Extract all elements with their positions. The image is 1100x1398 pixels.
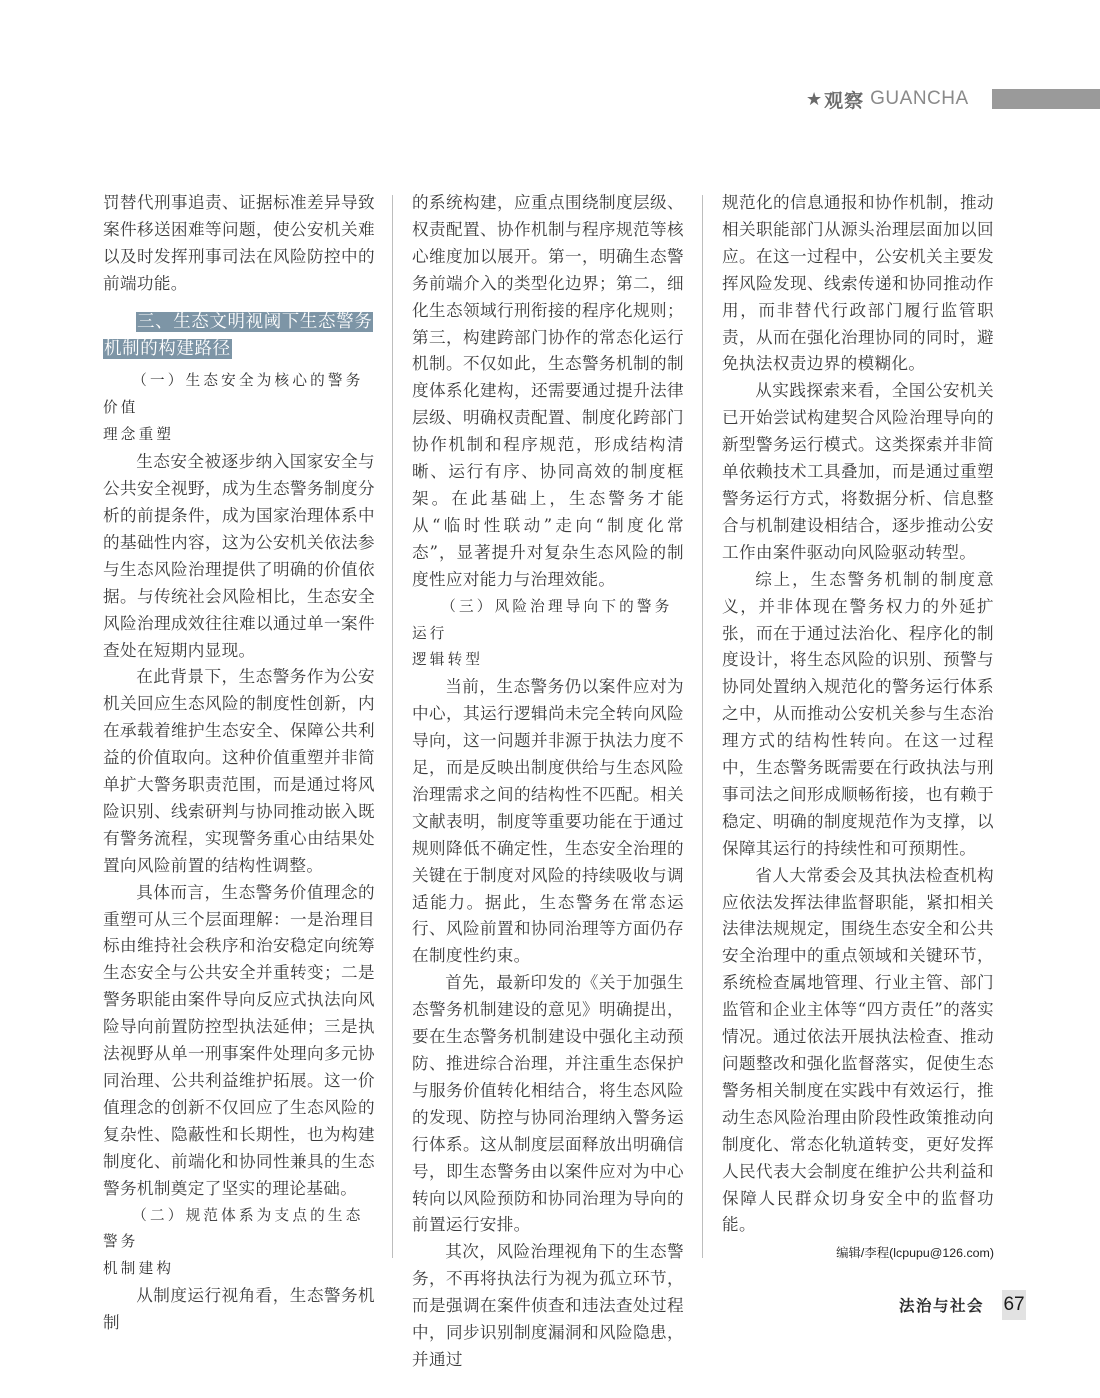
subsection-heading-line: 逻辑转型 (412, 651, 484, 669)
subsection-heading (103, 1203, 375, 1284)
paragraph: 规范化的信息通报和协作机制，推动相关职能部门从源头治理层面加以回应。在这一过程中，公安机关主要发挥风险发现、线索传递和协同推动作用，而非替代行政部门履行监管职责，从而在强化治理协同的同时，避免执法权责边界的模糊化。 (722, 193, 994, 374)
magazine-name: 法治与社会 (899, 1297, 985, 1315)
subsection-heading-line: 理念重塑 (103, 426, 175, 444)
column-divider (702, 195, 703, 1258)
header-decor-bar (992, 89, 1100, 109)
subsection-heading-line: （三）风险治理导向下的警务运行 (412, 597, 673, 642)
paragraph: 当前，生态警务仍以案件应对为中心，其运行逻辑尚未完全转向风险导向，这一问题并非源于执法力度不足，而是反映出制度供给与生态风险治理需求之间的结构性不匹配。相关文献表明，制度等重要功能在于通过规则降低不确定性，生态安全治理的关键在于制度对风险的持续吸收与调适能力。据此，生态警务在常态运行、风险前置和协同治理等方面仍存在制度性约束。 (412, 677, 684, 966)
section-heading (103, 309, 375, 363)
article-column-3 (722, 190, 994, 1261)
paragraph: 首先，最新印发的《关于加强生态警务机制建设的意见》明确提出，要在生态警务机制建设中强化主动预防、推进综合治理，并注重生态保护与服务价值转化相结合，将生态风险的发现、防控与协同治理纳入警务运行体系。这从制度层面释放出明确信号，即生态警务由以案件应对为中心转向以风险预防和协同治理为导向的前置运行安排。 (412, 973, 684, 1235)
paragraph: 生态安全被逐步纳入国家安全与公共安全视野，成为生态警务制度分析的前提条件，成为国家治理体系中的基础性内容，这为公安机关依法参与生态风险治理提供了明确的价值依据。与传统社会风险相比，生态安全风险治理成效往往难以通过单一案件查处在短期内显现。 (103, 452, 375, 660)
paragraph: 省人大常委会及其执法检查机构应依法发挥法律监督职能，紧扣相关法律法规规定，围绕生态安全和公共安全治理中的重点领域和关键环节，系统检查属地管理、行业主管、部门监管和企业主体等“四方责任”的落实情况。通过依法开展执法检查、推动问题整改和强化监督落实，促使生态警务相关制度在实践中有效运行，推动生态风险治理由阶段性政策推动向制度化、常态化轨道转变，更好发挥人民代表大会制度在维护公共利益和保障人民群众切身安全中的监督功能。 (722, 865, 994, 1235)
subsection-heading (412, 594, 684, 675)
subsection-heading-line: 机制建构 (103, 1260, 175, 1278)
paragraph: 在此背景下，生态警务作为公安机关回应生态风险的制度性创新，内在承载着维护生态安全、保障公共利益的价值取向。这种价值重塑并非简单扩大警务职责范围，而是通过将风险识别、线索研判与协同推动嵌入既有警务流程，实现警务重心由结果处置向风险前置的结构性调整。 (103, 667, 375, 875)
article-column-1 (103, 190, 375, 1337)
paragraph: 具体而言，生态警务价值理念的重塑可从三个层面理解：一是治理目标由维持社会秩序和治安稳定向统筹生态安全与公共安全并重转变；二是警务职能由案件导向反应式执法向风险导向前置防控型执法延伸；三是执法视野从单一刑事案件处理向多元协同治理、公共利益维护拓展。这一价值理念的创新不仅回应了生态风险的复杂性、隐蔽性和长期性，也为构建制度化、前端化和协同性兼具的生态警务机制奠定了坚实的理论基础。 (103, 882, 375, 1198)
section-heading-line: 机制的构建路径 (104, 338, 231, 359)
paragraph: 的系统构建，应重点围绕制度层级、权责配置、协作机制与程序规范等核心维度加以展开。第一，明确生态警务前端介入的类型化边界；第二，细化生态领域行刑衔接的程序化规则；第三，构建跨部门协作的常态化运行机制。不仅如此，生态警务机制的制度体系化建构，还需要通过提升法律层级、明确权责配置、制度化跨部门协作机制和程序规范，形成结构清晰、运行有序、协同高效的制度框架。在此基础上，生态警务才能从“临时性联动”走向“制度化常态”，显著提升对复杂生态风险的制度性应对能力与治理效能。 (412, 193, 684, 589)
section-name-en: GUANCHA (870, 88, 969, 109)
section-header (806, 86, 969, 112)
article-column-2 (412, 190, 684, 1374)
subsection-heading-line: （二）规范体系为支点的生态警务 (103, 1206, 364, 1251)
paragraph: 从制度运行视角看，生态警务机制 (103, 1286, 375, 1333)
subsection-heading-line: （一）生态安全为核心的警务价值 (103, 372, 364, 417)
section-name-cn: 观察 (824, 89, 865, 112)
paragraph: 综上，生态警务机制的制度意义，并非体现在警务权力的外延扩张，而在于通过法治化、程序化的制度设计，将生态风险的识别、预警与协同处置纳入规范化的警务运行体系之中，从而推动公安机关参与生态治理方式的结构性转向。在这一过程中，生态警务既需要在行政执法与刑事司法之间形成顺畅衔接，也有赖于稳定、明确的制度规范作为支撑，以保障其运行的持续性和可预期性。 (722, 569, 994, 858)
column-divider (392, 195, 393, 1258)
section-heading-line: 三、生态文明视阈下生态警务 (137, 311, 373, 332)
page-footer (899, 1290, 1026, 1320)
star-icon: ★ (806, 88, 823, 110)
page-number: 67 (1002, 1290, 1026, 1320)
paragraph: 其次，风险治理视角下的生态警务，不再将执法行为视为孤立环节，而是强调在案件侦查和违法查处过程中，同步识别制度漏洞和风险隐患，并通过 (412, 1242, 684, 1369)
paragraph: 从实践探索来看，全国公安机关已开始尝试构建契合风险治理导向的新型警务运行模式。这类探索并非简单依赖技术工具叠加，而是通过重塑警务运行方式，将数据分析、信息整合与机制建设相结合，逐步推动公安工作由案件驱动向风险驱动转型。 (722, 381, 994, 562)
subsection-heading (103, 368, 375, 449)
editor-credit: 编辑/李程(lcpupu@126.com) (836, 1246, 994, 1261)
paragraph: 罚替代刑事追责、证据标准差异导致案件移送困难等问题，使公安机关难以及时发挥刑事司法在风险防控中的前端功能。 (103, 193, 375, 293)
